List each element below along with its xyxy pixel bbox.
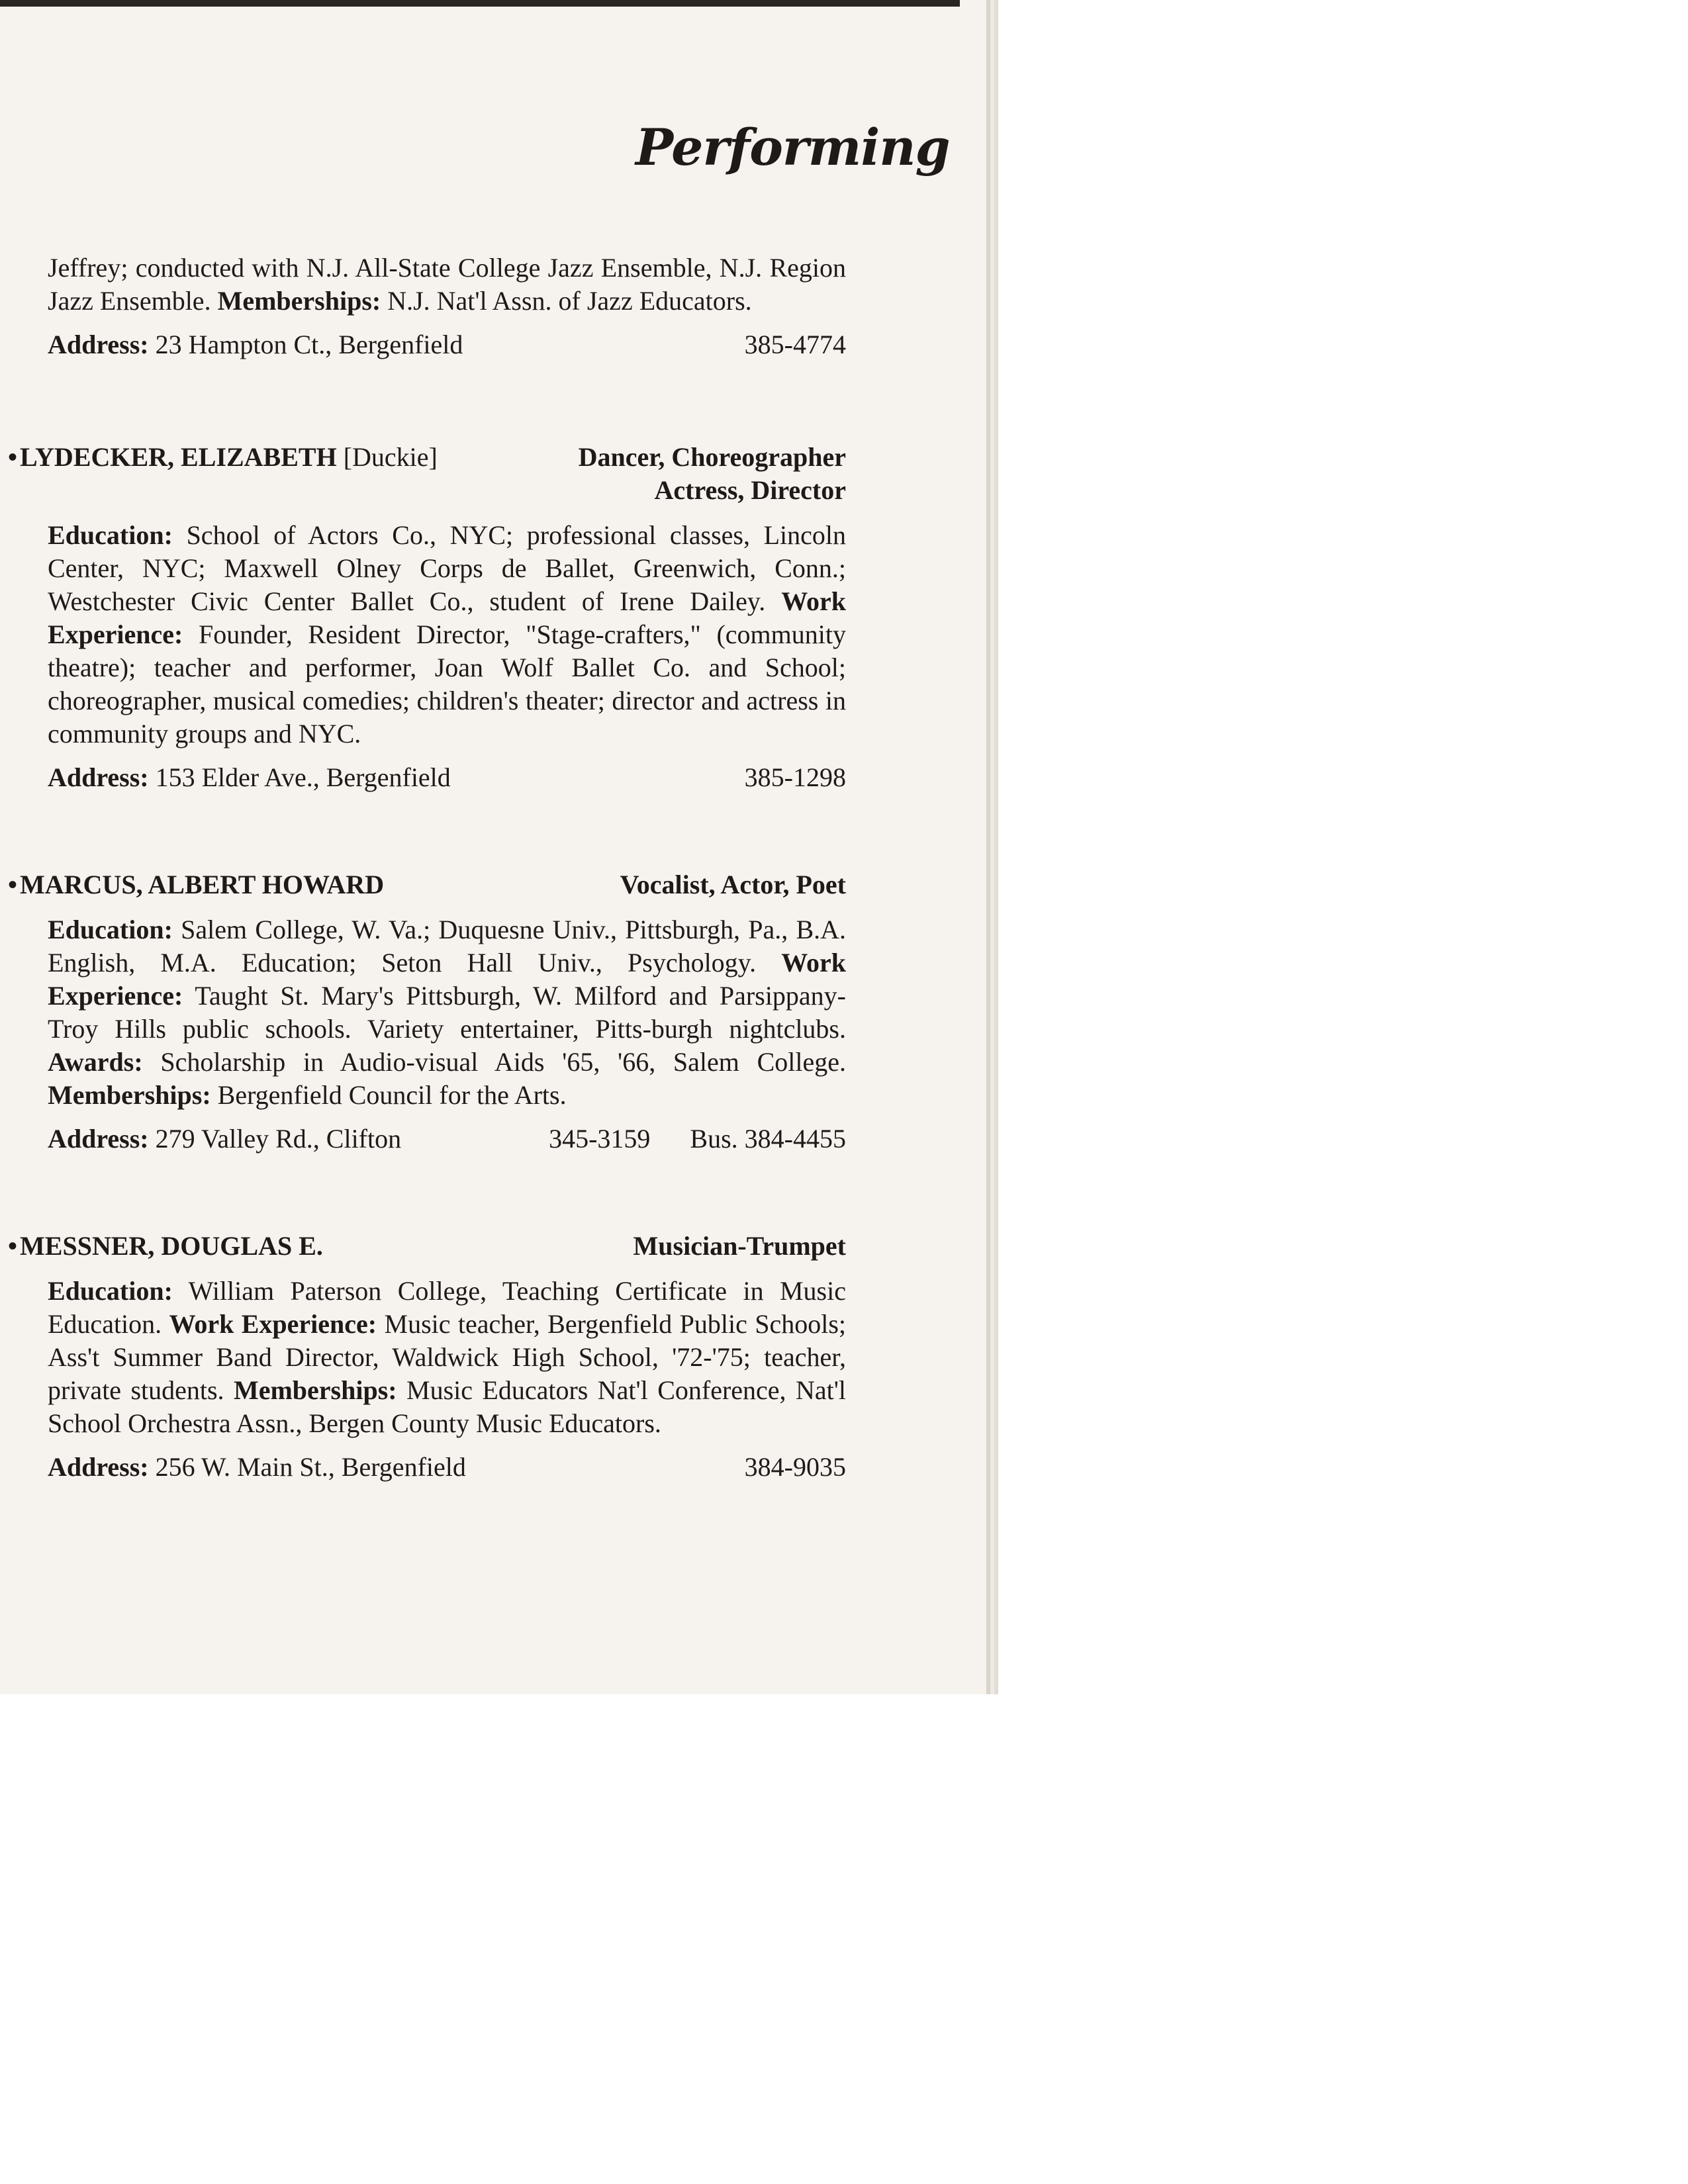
address-value: 256 W. Main St., Bergenfield xyxy=(155,1452,466,1482)
education-text: School of Actors Co., NYC; professional classes, Lincoln Center, NYC; Maxwell Olney Corps de Ballet, Greenwich, Conn.; Westchester Civic Center Ballet Co., student of Irene Dailey. xyxy=(48,520,847,616)
nickname: [Duckie] xyxy=(343,442,438,472)
memberships-label: Memberships: xyxy=(233,1375,397,1405)
address-row xyxy=(48,1122,846,1156)
memberships-text: Music Educators Nat'l Conference, Nat'l School Orchestra Assn., Bergen County Music Educators. xyxy=(48,1375,847,1438)
entry-name xyxy=(8,868,384,901)
entry-role: Vocalist, Actor, Poet xyxy=(620,870,846,899)
entry-header xyxy=(8,441,846,507)
education-label: Education: xyxy=(48,915,173,944)
phone: 385-4774 xyxy=(744,330,846,359)
address xyxy=(48,1451,466,1484)
continuation-body: Jeffrey; conducted with N.J. All-State College Jazz Ensemble, N.J. Region Jazz Ensemble. xyxy=(48,253,846,316)
awards-label: Awards: xyxy=(48,1047,143,1077)
phone: 345-3159 xyxy=(549,1124,651,1154)
role-line: Actress, Director xyxy=(654,475,846,505)
memberships-label: Memberships: xyxy=(48,1080,211,1110)
directory-entry xyxy=(8,441,847,794)
entry-header xyxy=(8,868,846,901)
address-row xyxy=(48,761,846,794)
address-label: Address: xyxy=(48,1124,149,1154)
work-text: Music teacher, Bergenfield Public Schools; Ass't Summer Band Director, Waldwick High School, '72-'75; teacher, private students. xyxy=(48,1309,847,1405)
book-page xyxy=(0,0,990,1694)
entry-name xyxy=(8,441,438,474)
awards-text: Scholarship in Audio-visual Aids '65, '66, Salem College. xyxy=(160,1047,846,1077)
phone: 384-9035 xyxy=(744,1452,846,1482)
address xyxy=(48,1122,401,1156)
continuation-text xyxy=(48,251,846,318)
work-label: Work Experience: xyxy=(48,948,846,1011)
address-row xyxy=(48,328,846,361)
education-text: Salem College, W. Va.; Duquesne Univ., Pittsburgh, Pa., B.A. English, M.A. Education; Seton Hall Univ., Psychology. xyxy=(48,915,847,978)
entry-body xyxy=(48,913,846,1112)
address-value: 279 Valley Rd., Clifton xyxy=(155,1124,402,1154)
address xyxy=(48,328,463,361)
address-row xyxy=(48,1451,846,1484)
role-line: Dancer, Choreographer xyxy=(578,442,846,472)
directory-entry xyxy=(8,1230,847,1484)
business-phone: Bus. 384-4455 xyxy=(690,1124,846,1154)
address-label: Address: xyxy=(48,330,149,359)
entry-name xyxy=(8,1230,323,1263)
work-text: Founder, Resident Director, "Stage-crafters," (community theatre); teacher and performer, Joan Wolf Ballet Co. and School; choreographer, musical comedies; children's theater; director and actress in community groups and NYC. xyxy=(48,619,847,749)
bullet: • xyxy=(8,442,18,472)
continuation-entry xyxy=(48,251,846,361)
memberships-text: Bergenfield Council for the Arts. xyxy=(217,1080,567,1110)
address-label: Address: xyxy=(48,762,149,792)
person-name: LYDECKER, ELIZABETH xyxy=(20,442,337,472)
person-name: MARCUS, ALBERT HOWARD xyxy=(20,870,385,899)
education-label: Education: xyxy=(48,520,173,550)
work-label: Work Experience: xyxy=(48,586,846,649)
address-label: Address: xyxy=(48,1452,149,1482)
section-title: Performing xyxy=(635,118,950,177)
memberships-text: N.J. Nat'l Assn. of Jazz Educators. xyxy=(387,286,752,316)
directory-entry xyxy=(8,868,847,1156)
page-content xyxy=(8,251,847,1484)
address-value: 23 Hampton Ct., Bergenfield xyxy=(155,330,463,359)
bullet: • xyxy=(8,870,18,899)
phones xyxy=(549,1122,846,1156)
work-label: Work Experience: xyxy=(169,1309,377,1339)
education-text: William Paterson College, Teaching Certificate in Music Education. xyxy=(48,1276,846,1339)
address xyxy=(48,761,451,794)
phone: 385-1298 xyxy=(744,762,846,792)
work-text: Taught St. Mary's Pittsburgh, W. Milford and Parsippany-Troy Hills public schools. Variety entertainer, Pitts-burgh nightclubs. xyxy=(48,981,847,1044)
person-name: MESSNER, DOUGLAS E. xyxy=(20,1231,323,1261)
entry-header xyxy=(8,1230,846,1263)
memberships-label: Memberships: xyxy=(217,286,381,316)
entry-role xyxy=(579,441,846,507)
education-label: Education: xyxy=(48,1276,173,1306)
entry-role: Musician-Trumpet xyxy=(633,1231,846,1261)
bullet: • xyxy=(8,1231,18,1261)
address-value: 153 Elder Ave., Bergenfield xyxy=(155,762,451,792)
page-top-edge xyxy=(0,0,960,7)
entry-body xyxy=(48,1275,846,1440)
entry-body xyxy=(48,519,846,751)
